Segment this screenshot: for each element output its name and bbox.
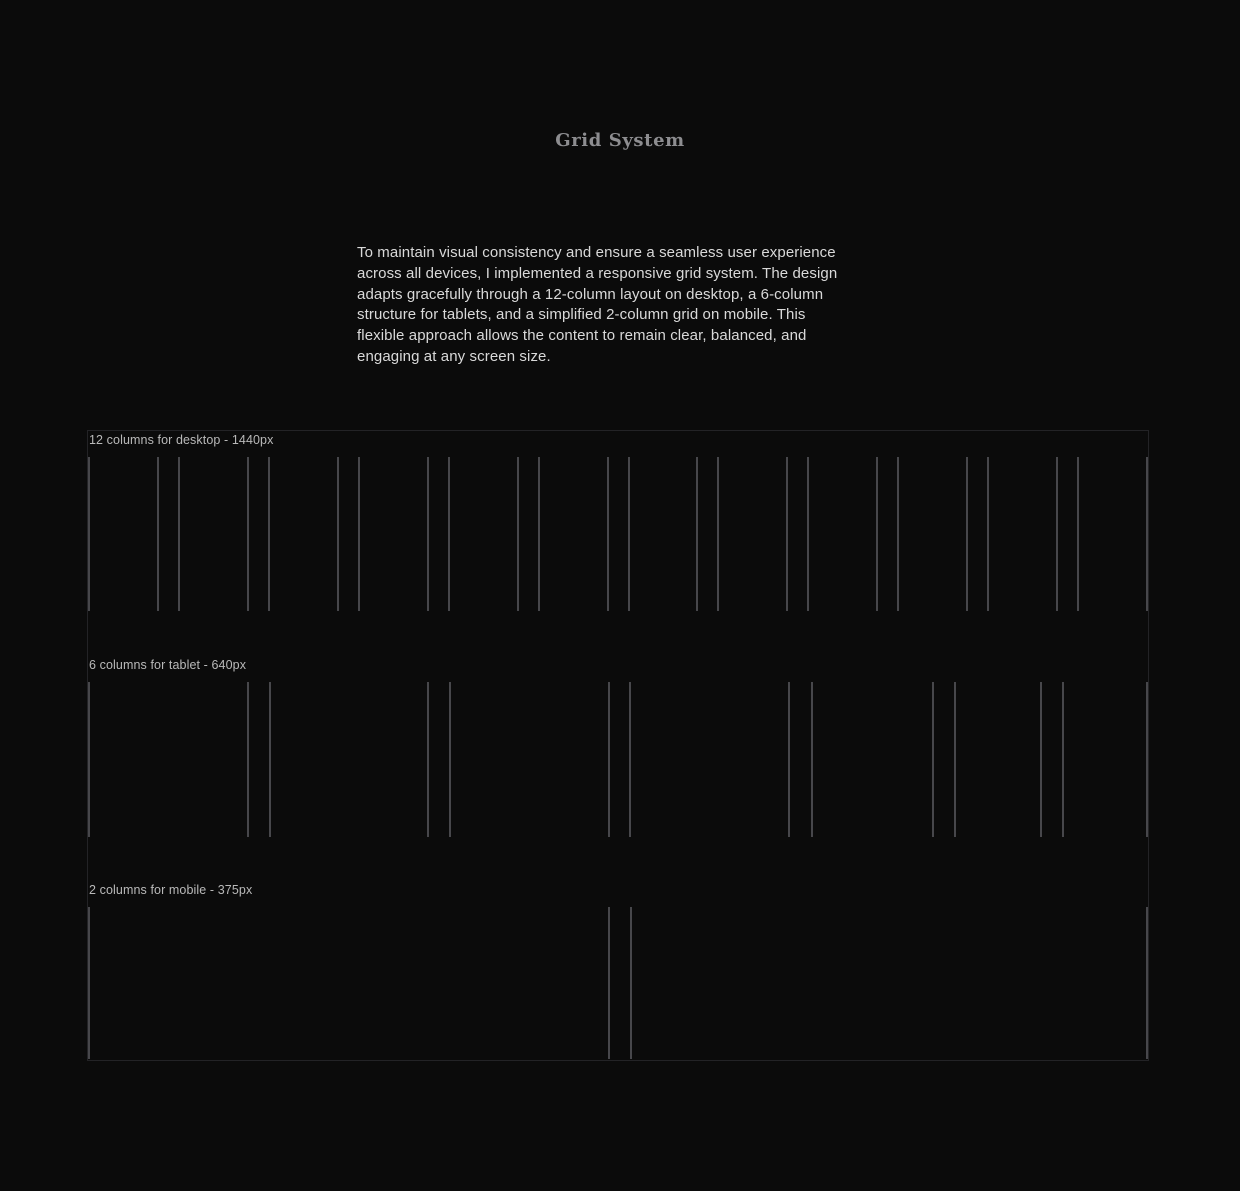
intro-paragraph: To maintain visual consistency and ensure a seamless user experience across all devices, I implemented a responsive grid system. The design adapts gracefully through a 12-column layout on desktop, a 6-column structure for tablets, and a simplified 2-column grid on mobile. This flexible approach allows the content to remain clear, balanced, and engaging at any screen size. [357, 244, 838, 365]
grid-section-label: 2 columns for mobile - 375px [89, 883, 253, 897]
grid-demo-box [87, 430, 1149, 1061]
grid-column [630, 907, 1148, 1059]
grid-section-label: 6 columns for tablet - 640px [89, 658, 247, 672]
grid-columns-track [88, 907, 1148, 1059]
grid-section-label: 12 columns for desktop - 1440px [89, 433, 274, 447]
page-title: Grid System [555, 130, 685, 151]
grid-column [88, 907, 610, 1059]
grid-section-mobile [88, 431, 1148, 1060]
